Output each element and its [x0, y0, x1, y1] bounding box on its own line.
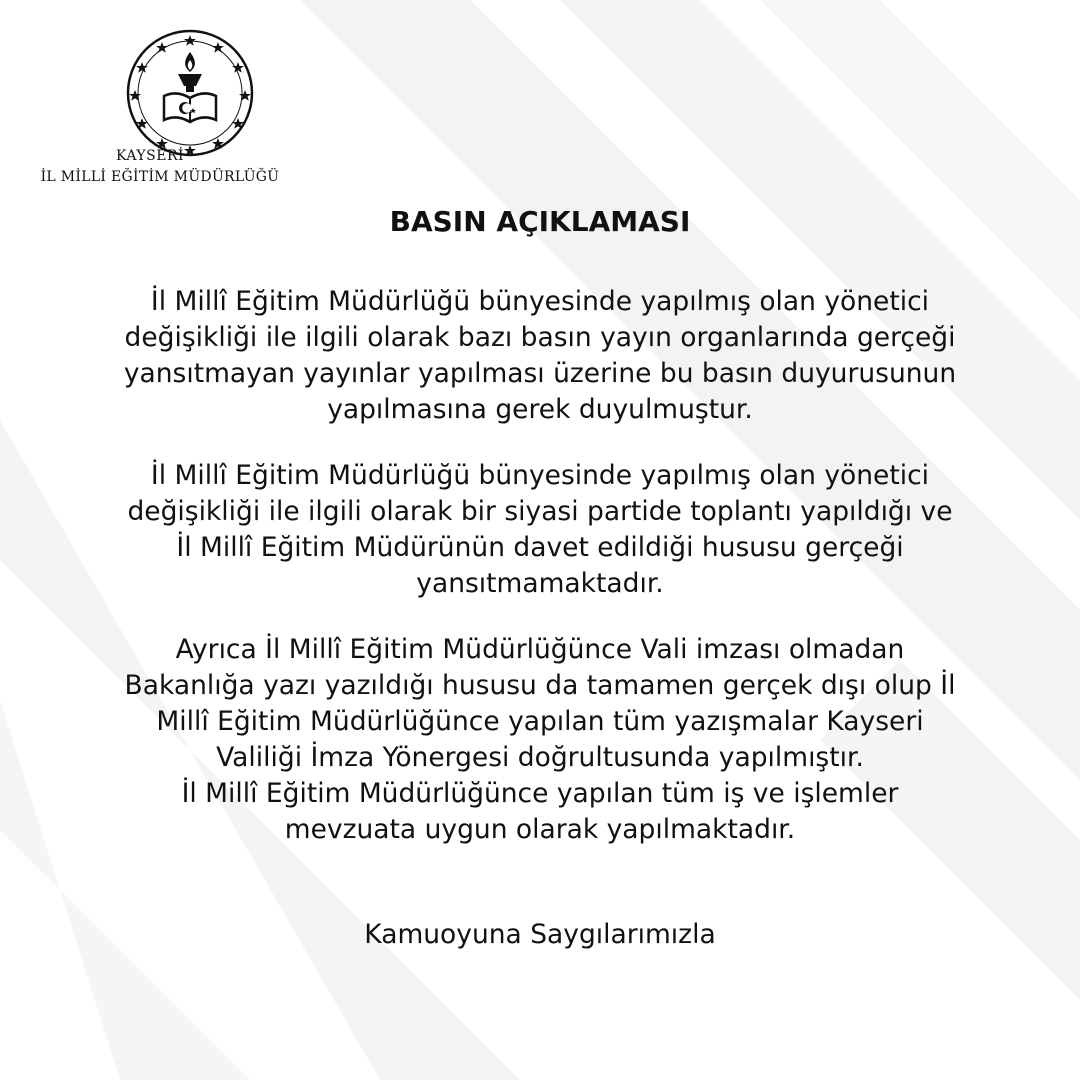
- paragraph-line: yapılmasına gerek duyulmuştur.: [327, 394, 753, 425]
- paragraph-line: İl Millî Eğitim Müdürlüğünce yapılan tüm iş ve işlemler: [181, 778, 899, 809]
- org-directorate-name: İL MİLLİ EĞİTİM MÜDÜRLÜĞÜ: [40, 169, 280, 185]
- paragraph-line: yansıtmamaktadır.: [416, 568, 664, 599]
- paragraph-line: İl Millî Eğitim Müdürünün davet edildiği hususu gerçeği: [176, 532, 904, 563]
- document-title: BASIN AÇIKLAMASI: [389, 205, 691, 238]
- document-body: [40, 284, 1040, 878]
- paragraph-3: [40, 632, 1040, 848]
- org-city-name: KAYSERİ: [115, 148, 185, 164]
- paragraph-line: Millî Eğitim Müdürlüğünce yapılan tüm yazışmalar Kayseri: [156, 706, 924, 737]
- paragraph-line: yansıtmayan yayınlar yapılması üzerine bu basın duyurusunun: [123, 358, 957, 389]
- paragraph-line: İl Millî Eğitim Müdürlüğü bünyesinde yapılmış olan yönetici: [150, 460, 930, 491]
- organization-header: [40, 18, 280, 198]
- paragraph-1: [40, 284, 1040, 428]
- paragraph-2: [40, 458, 1040, 602]
- closing-greeting: Kamuoyuna Saygılarımızla: [364, 919, 716, 950]
- paragraph-line: mevzuata uygun olarak yapılmaktadır.: [284, 814, 796, 845]
- ministry-of-education-emblem-icon: [80, 18, 260, 168]
- paragraph-line: değişikliği ile ilgili olarak bir siyasi partide toplantı yapıldığı ve: [127, 496, 953, 527]
- paragraph-line: Bakanlığa yazı yazıldığı hususu da tamamen gerçek dışı olup İl: [124, 670, 956, 701]
- paragraph-line: değişikliği ile ilgili olarak bazı basın yayın organlarında gerçeği: [124, 322, 956, 353]
- paragraph-line: Valiliği İmza Yönergesi doğrultusunda yapılmıştır.: [216, 742, 864, 773]
- paragraph-line: Ayrıca İl Millî Eğitim Müdürlüğünce Vali imzası olmadan: [175, 634, 905, 665]
- paragraph-line: İl Millî Eğitim Müdürlüğü bünyesinde yapılmış olan yönetici: [150, 286, 930, 317]
